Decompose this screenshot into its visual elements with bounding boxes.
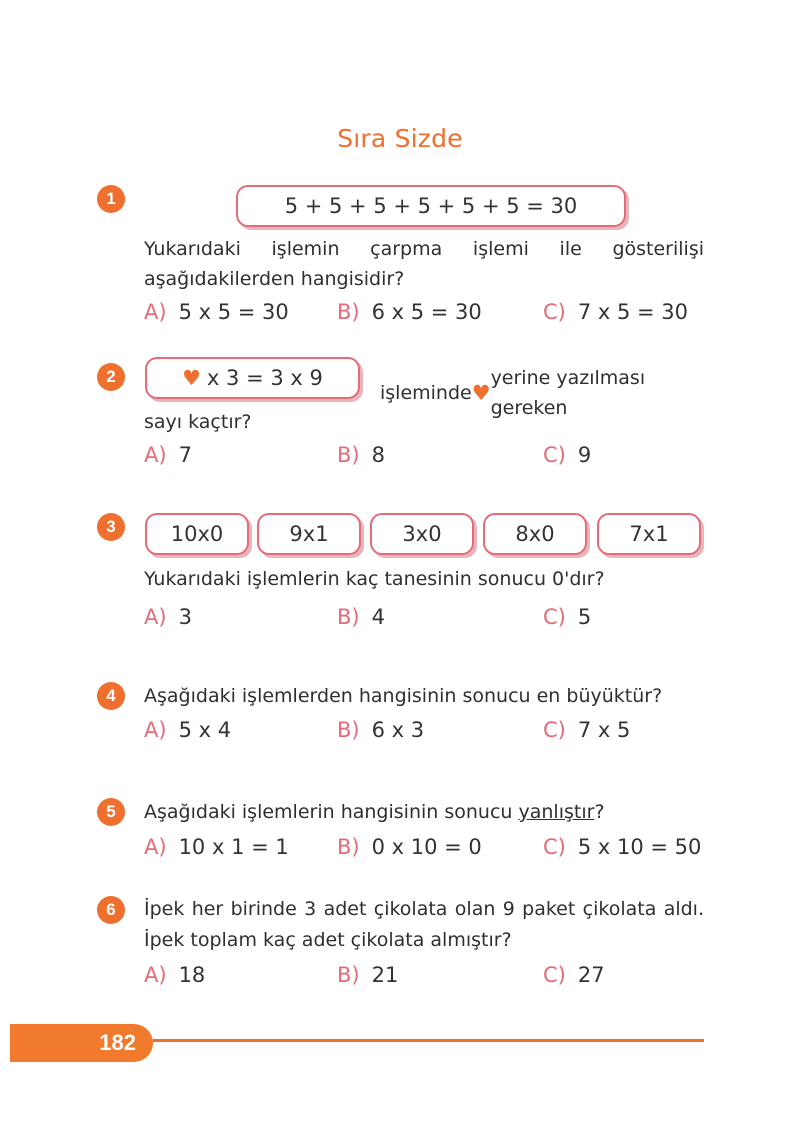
q3-operation-box: 3x0 bbox=[370, 513, 474, 555]
option-text: 0 x 10 = 0 bbox=[371, 835, 482, 859]
q4-text: Aşağıdaki işlemlerden hangisinin sonucu en büyüktür? bbox=[144, 685, 663, 707]
q5-option-c[interactable] bbox=[543, 835, 701, 859]
q2-option-c[interactable] bbox=[543, 443, 591, 467]
q4-option-a[interactable] bbox=[144, 718, 231, 742]
q3-option-c[interactable] bbox=[543, 605, 591, 629]
q2-expression-rest: x 3 = 3 x 9 bbox=[206, 366, 323, 390]
option-text: 5 x 4 bbox=[178, 718, 232, 742]
option-letter: A) bbox=[144, 605, 167, 629]
option-letter: A) bbox=[144, 300, 167, 324]
option-letter: B) bbox=[337, 835, 360, 859]
page-number-badge bbox=[10, 1024, 153, 1062]
q1-expression-box: 5 + 5 + 5 + 5 + 5 + 5 = 30 bbox=[236, 185, 626, 227]
q1-option-b[interactable] bbox=[337, 300, 482, 324]
question-number-2: 2 bbox=[97, 363, 125, 391]
option-letter: A) bbox=[144, 443, 167, 467]
option-letter: C) bbox=[543, 835, 566, 859]
option-text: 10 x 1 = 1 bbox=[178, 835, 289, 859]
q5-text-after: ? bbox=[594, 801, 605, 823]
option-letter: C) bbox=[543, 300, 566, 324]
q2-text-line2: sayı kaçtır? bbox=[144, 411, 252, 433]
q5-text bbox=[144, 797, 605, 827]
q2-text-after: yerine yazılması gereken bbox=[490, 367, 646, 419]
option-text: 18 bbox=[178, 963, 206, 987]
page-number: 182 bbox=[99, 1030, 136, 1055]
q3-operation-box: 7x1 bbox=[597, 513, 701, 555]
option-text: 8 bbox=[371, 443, 385, 467]
page-title: Sıra Sizde bbox=[337, 124, 463, 153]
q3-option-b[interactable] bbox=[337, 605, 385, 629]
q1-option-c[interactable] bbox=[543, 300, 688, 324]
option-text: 5 bbox=[577, 605, 592, 629]
q3-option-a[interactable] bbox=[144, 605, 192, 629]
option-letter: C) bbox=[543, 443, 566, 467]
q6-option-c[interactable] bbox=[543, 963, 605, 987]
option-text: 7 bbox=[178, 443, 192, 467]
q1-option-a[interactable] bbox=[144, 300, 289, 324]
q6-option-a[interactable] bbox=[144, 963, 205, 987]
option-letter: B) bbox=[337, 443, 360, 467]
q2-option-b[interactable] bbox=[337, 443, 385, 467]
option-text: 5 x 5 = 30 bbox=[178, 300, 289, 324]
option-text: 3 bbox=[178, 605, 192, 629]
q2-text-line1 bbox=[380, 363, 704, 423]
q3-operation-box: 8x0 bbox=[483, 513, 587, 555]
option-letter: B) bbox=[337, 300, 360, 324]
q6-text: İpek her birinde 3 adet çikolata olan 9 paket çikolata aldı. İpek toplam kaç adet çikolata almıştır? bbox=[144, 898, 704, 951]
option-text: 7 x 5 = 30 bbox=[577, 300, 689, 324]
option-letter: A) bbox=[144, 835, 167, 859]
option-text: 6 x 5 = 30 bbox=[371, 300, 482, 324]
question-number-1: 1 bbox=[97, 185, 125, 213]
option-letter: B) bbox=[337, 605, 360, 629]
heart-icon: ♥ bbox=[471, 381, 491, 405]
option-letter: A) bbox=[144, 963, 167, 987]
q5-option-a[interactable] bbox=[144, 835, 289, 859]
option-letter: C) bbox=[543, 963, 566, 987]
q2-text-before: işleminde bbox=[380, 382, 472, 404]
option-text: 27 bbox=[577, 963, 605, 987]
q3-text: Yukarıdaki işlemlerin kaç tanesinin sonucu 0'dır? bbox=[144, 568, 605, 590]
option-text: 7 x 5 bbox=[577, 718, 631, 742]
q4-option-b[interactable] bbox=[337, 718, 424, 742]
option-text: 9 bbox=[577, 443, 592, 467]
heart-icon: ♥ bbox=[182, 366, 201, 390]
option-text: 5 x 10 = 50 bbox=[577, 835, 702, 859]
q2-option-a[interactable] bbox=[144, 443, 192, 467]
option-letter: C) bbox=[543, 605, 566, 629]
q5-option-b[interactable] bbox=[337, 835, 482, 859]
option-text: 6 x 3 bbox=[371, 718, 425, 742]
option-letter: C) bbox=[543, 718, 566, 742]
q5-underlined-word: yanlıştır bbox=[518, 801, 595, 823]
q4-option-c[interactable] bbox=[543, 718, 630, 742]
option-letter: B) bbox=[337, 963, 360, 987]
question-number-5: 5 bbox=[97, 798, 125, 826]
option-letter: B) bbox=[337, 718, 360, 742]
q3-operation-box: 9x1 bbox=[257, 513, 361, 555]
q3-operation-box: 10x0 bbox=[145, 513, 249, 555]
option-text: 21 bbox=[371, 963, 399, 987]
question-number-6: 6 bbox=[97, 896, 125, 924]
q6-option-b[interactable] bbox=[337, 963, 398, 987]
footer-divider bbox=[153, 1039, 704, 1042]
q2-expression-box bbox=[145, 357, 360, 399]
q5-text-before: Aşağıdaki işlemlerin hangisinin sonucu bbox=[144, 801, 513, 823]
option-text: 4 bbox=[371, 605, 385, 629]
option-letter: A) bbox=[144, 718, 167, 742]
question-number-4: 4 bbox=[97, 682, 125, 710]
question-number-3: 3 bbox=[97, 513, 125, 541]
q1-text: Yukarıdaki işlemin çarpma işlemi ile gösterilişi aşağıdakilerden hangisidir? bbox=[144, 238, 704, 290]
